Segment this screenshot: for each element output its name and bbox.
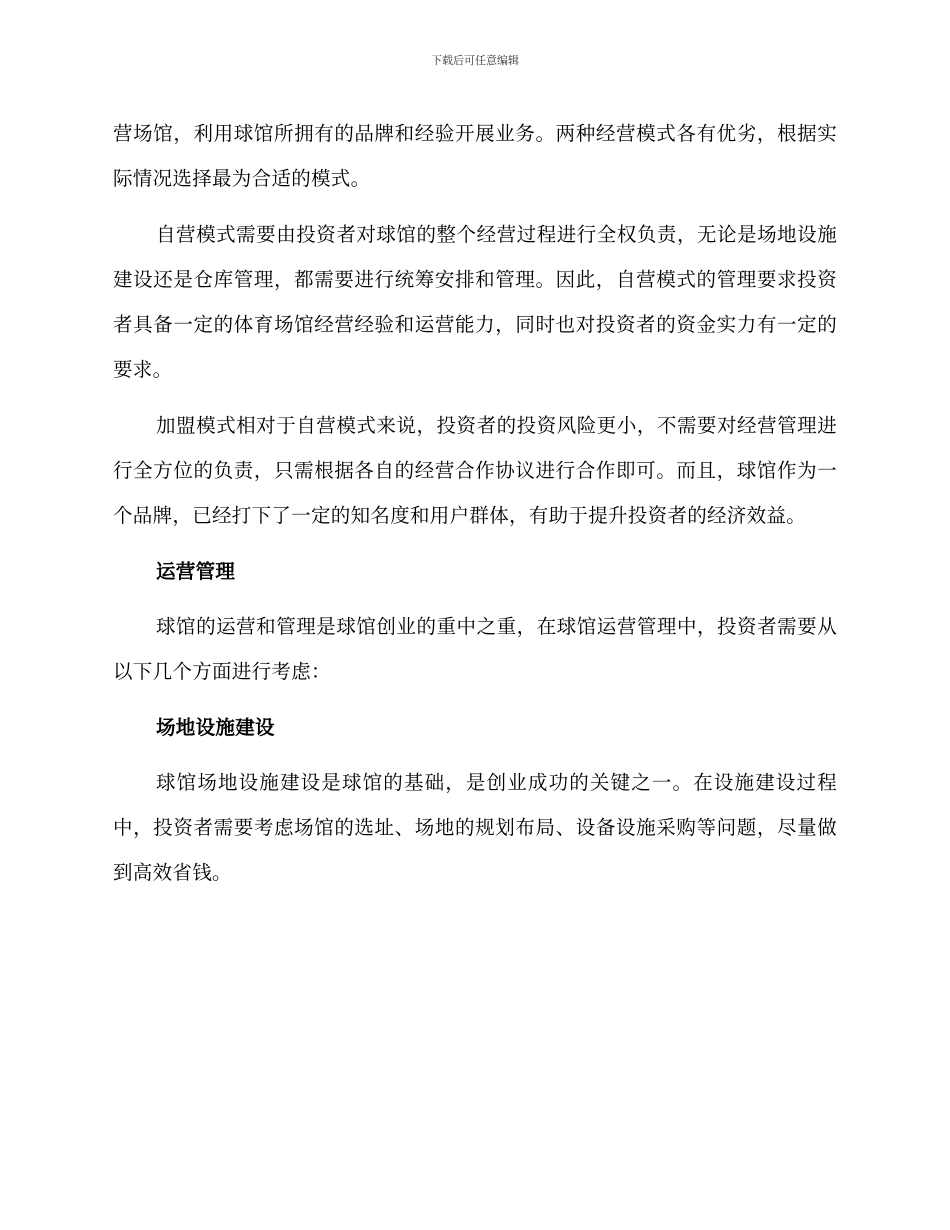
heading-operation-management: 运营管理 xyxy=(156,559,236,583)
page-header: 下载后可任意编辑 xyxy=(431,54,519,67)
paragraph-self-operation: 自营模式需要由投资者对球馆的整个经营过程进行全权负责，无论是场地设施建设还是仓库管理，都需要进行统筹安排和管理。因此，自营模式的管理要求投资者具备一定的体育场馆经营经验和运营能力，同时也对投资者的资金实力有一定的要求。 xyxy=(113,222,837,382)
paragraph-facility-construction: 球馆场地设施建设是球馆的基础，是创业成功的关键之一。在设施建设过程中，投资者需要考虑场馆的选址、场地的规划布局、设备设施采购等问题，尽量做到高效省钱。 xyxy=(113,770,837,885)
paragraph-franchise: 加盟模式相对于自营模式来说，投资者的投资风险更小，不需要对经营管理进行全方位的负责，只需根据各自的经营合作协议进行合作即可。而且，球馆作为一个品牌，已经打下了一定的知名度和用户群体，有助于提升投资者的经济效益。 xyxy=(113,413,837,528)
paragraph-operation-management: 球馆的运营和管理是球馆创业的重中之重，在球馆运营管理中，投资者需要从以下几个方面进行考虑： xyxy=(113,614,837,684)
paragraph-continuation: 营场馆，利用球馆所拥有的品牌和经验开展业务。两种经营模式各有优劣，根据实际情况选择最为合适的模式。 xyxy=(113,122,837,191)
heading-facility-construction: 场地设施建设 xyxy=(156,715,275,739)
document-body xyxy=(113,111,837,906)
